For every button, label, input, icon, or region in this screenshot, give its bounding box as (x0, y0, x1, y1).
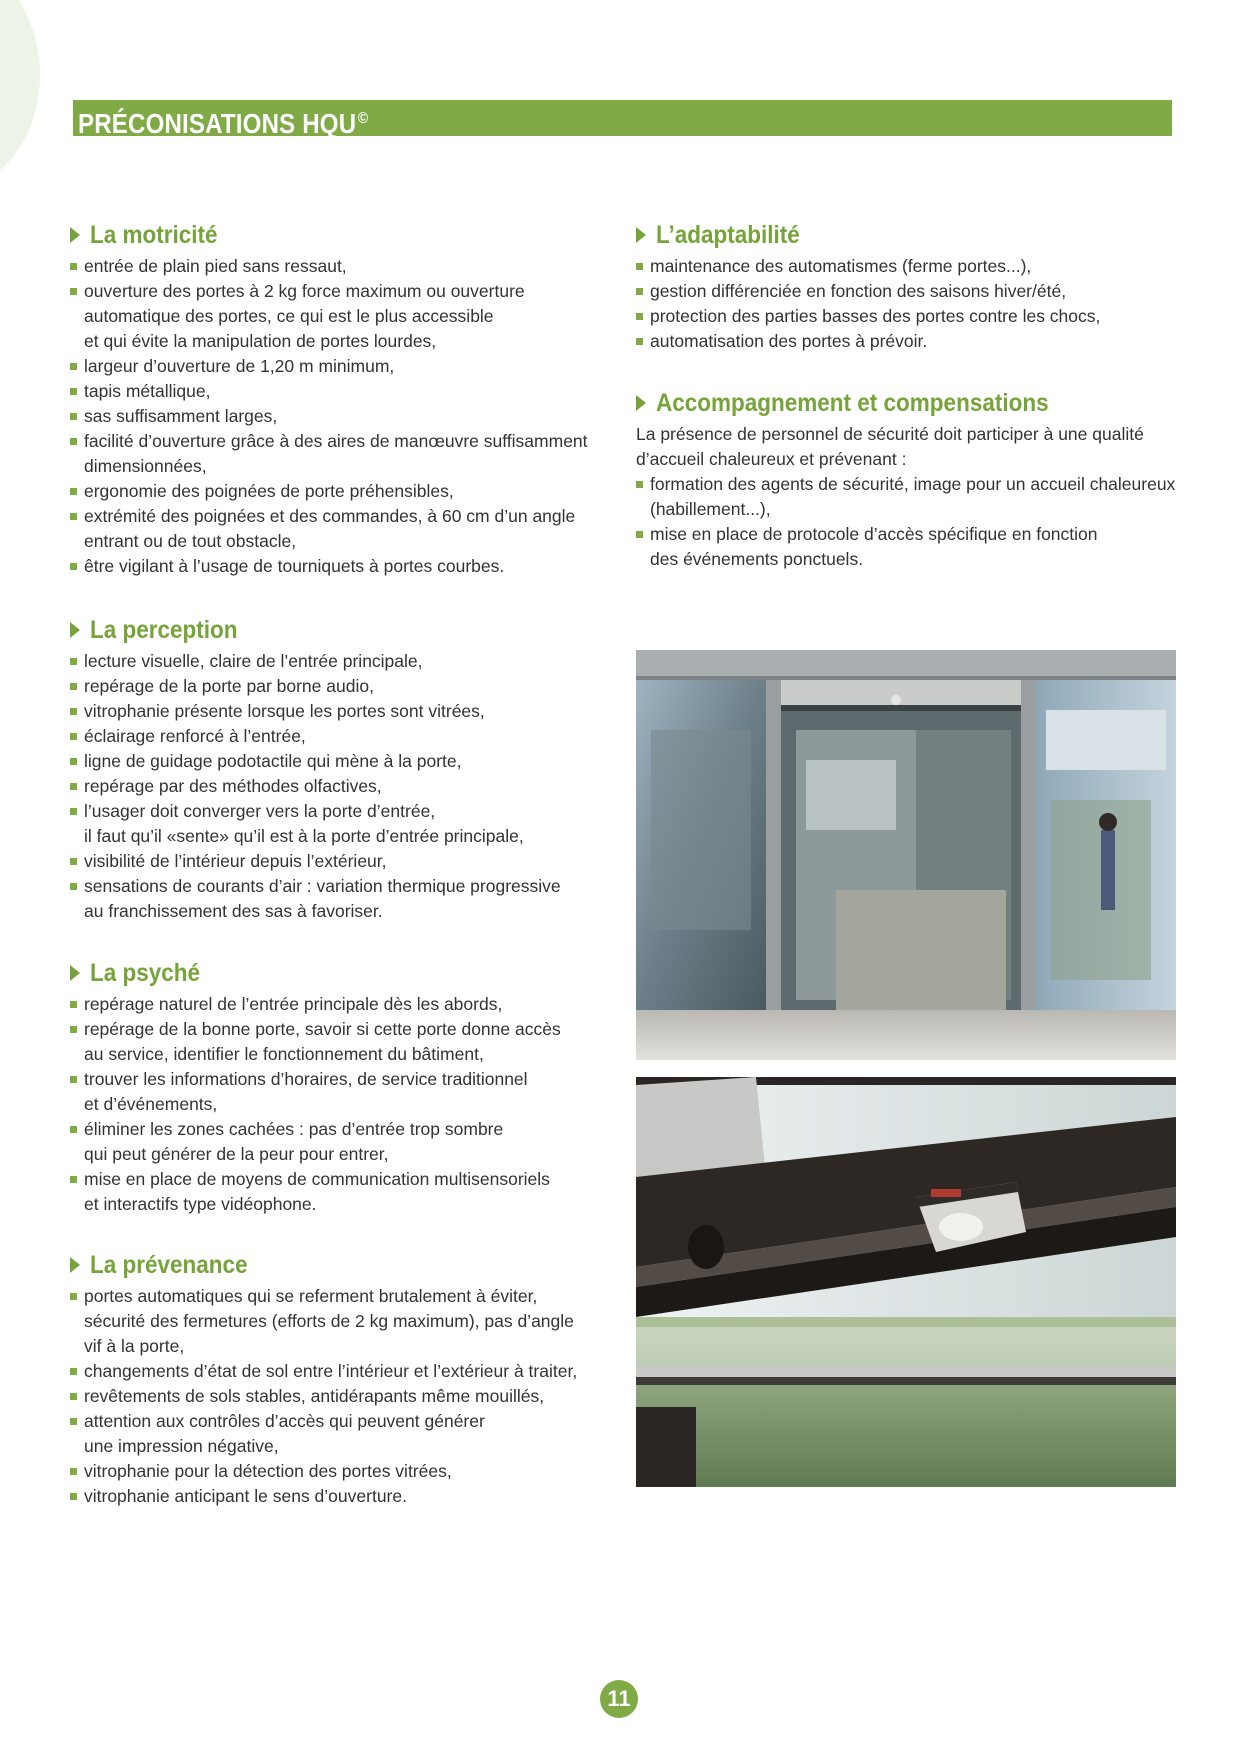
square-bullet-icon (70, 1001, 77, 1008)
list-item (70, 1017, 630, 1067)
list-item (70, 674, 630, 699)
list-item-text: sensations de courants d’air : variation thermique progressive au franchissement des sas à favoriser. (84, 876, 561, 921)
list-item (636, 304, 1176, 329)
triangle-bullet-icon (636, 395, 646, 411)
list-item (70, 1117, 630, 1167)
square-bullet-icon (70, 1468, 77, 1475)
list-item (70, 1409, 630, 1459)
list-item-text: entrée de plain pied sans ressaut, (84, 256, 347, 276)
list-item-text: automatisation des portes à prévoir. (650, 331, 928, 351)
list-item (636, 472, 1176, 522)
list-item-text: changements d’état de sol entre l’intérieur et l’extérieur à traiter, (84, 1361, 578, 1381)
section-prevenance (70, 1250, 630, 1509)
list-item-text: protection des parties basses des portes contre les chocs, (650, 306, 1101, 326)
square-bullet-icon (70, 683, 77, 690)
decorative-corner-arc (0, 0, 40, 190)
page-title: PRÉCONISATIONS HQU © (78, 108, 369, 139)
square-bullet-icon (70, 263, 77, 270)
left-column (70, 220, 630, 579)
list-item-text: trouver les informations d’horaires, de service traditionnel et d’événements, (84, 1069, 528, 1114)
list-item-text: portes automatiques qui se referment brutalement à éviter, sécurité des fermetures (efforts de 2 kg maximum), pas d’angle vif à la porte, (84, 1286, 574, 1356)
list-item-text: ligne de guidage podotactile qui mène à la porte, (84, 751, 462, 771)
list-item (70, 279, 630, 354)
triangle-bullet-icon (636, 227, 646, 243)
triangle-bullet-icon (70, 1257, 80, 1273)
square-bullet-icon (70, 1076, 77, 1083)
list-item (70, 1459, 630, 1484)
bullet-list (70, 254, 630, 579)
square-bullet-icon (70, 563, 77, 570)
bullet-list (636, 254, 1176, 354)
square-bullet-icon (636, 531, 643, 538)
square-bullet-icon (70, 808, 77, 815)
list-item (70, 649, 630, 674)
list-item (70, 699, 630, 724)
triangle-bullet-icon (70, 227, 80, 243)
square-bullet-icon (636, 263, 643, 270)
list-item-text: gestion différenciée en fonction des saisons hiver/été, (650, 281, 1067, 301)
list-item-text: formation des agents de sécurité, image pour un accueil chaleureux (habillement...), (650, 474, 1176, 519)
list-item (70, 379, 630, 404)
section-psyche (70, 958, 630, 1217)
list-item-text: ouverture des portes à 2 kg force maximum ou ouverture automatique des portes, ce qui est le plus accessible et qui évite la manipulation de portes lourdes, (84, 281, 525, 351)
list-item (70, 1384, 630, 1409)
page-number: 11 (600, 1680, 638, 1718)
square-bullet-icon (70, 388, 77, 395)
bullet-list (636, 472, 1176, 572)
list-item-text: ergonomie des poignées de porte préhensibles, (84, 481, 454, 501)
list-item (70, 1359, 630, 1384)
list-item-text: attention aux contrôles d’accès qui peuvent générer une impression négative, (84, 1411, 485, 1456)
door-sensor-closeup-image (636, 1077, 1176, 1487)
section-title: L’adaptabilité (636, 220, 1176, 250)
square-bullet-icon (70, 1393, 77, 1400)
list-item-text: lecture visuelle, claire de l’entrée principale, (84, 651, 423, 671)
section-title: La perception (70, 615, 630, 645)
square-bullet-icon (70, 708, 77, 715)
square-bullet-icon (70, 783, 77, 790)
list-item (70, 1167, 630, 1217)
list-item (636, 279, 1176, 304)
square-bullet-icon (70, 288, 77, 295)
list-item-text: vitrophanie présente lorsque les portes sont vitrées, (84, 701, 485, 721)
square-bullet-icon (70, 513, 77, 520)
left-column-psyche (70, 958, 630, 1217)
section-accompagnement (636, 388, 1176, 572)
list-item (70, 254, 630, 279)
list-item-text: maintenance des automatismes (ferme portes...), (650, 256, 1032, 276)
section-adaptabilite (636, 220, 1176, 354)
triangle-bullet-icon (70, 965, 80, 981)
bullet-list (70, 1284, 630, 1509)
list-item (70, 799, 630, 849)
list-item-text: largeur d’ouverture de 1,20 m minimum, (84, 356, 395, 376)
list-item-text: vitrophanie pour la détection des portes vitrées, (84, 1461, 452, 1481)
list-item-text: mise en place de moyens de communication multisensoriels et interactifs type vidéophone. (84, 1169, 550, 1214)
list-item-text: être vigilant à l’usage de tourniquets à portes courbes. (84, 556, 505, 576)
list-item-text: éclairage renforcé à l’entrée, (84, 726, 306, 746)
list-item-text: extrémité des poignées et des commandes, à 60 cm d’un angle entrant ou de tout obstacle, (84, 506, 576, 551)
list-item-text: repérage par des méthodes olfactives, (84, 776, 382, 796)
square-bullet-icon (70, 758, 77, 765)
square-bullet-icon (70, 733, 77, 740)
square-bullet-icon (70, 1493, 77, 1500)
list-item (70, 554, 630, 579)
list-item (70, 774, 630, 799)
triangle-bullet-icon (70, 622, 80, 638)
list-item (70, 404, 630, 429)
section-title: Accompagnement et compensations (636, 388, 1176, 418)
list-item-text: repérage de la bonne porte, savoir si cette porte donne accès au service, identifier le fonctionnement du bâtiment, (84, 1019, 561, 1064)
square-bullet-icon (70, 1026, 77, 1033)
bullet-list (70, 649, 630, 924)
list-item (70, 1284, 630, 1359)
list-item-text: éliminer les zones cachées : pas d’entrée trop sombre qui peut générer de la peur pour entrer, (84, 1119, 504, 1164)
square-bullet-icon (70, 363, 77, 370)
square-bullet-icon (70, 883, 77, 890)
list-item (636, 522, 1176, 572)
entrance-photo (636, 650, 1176, 1060)
list-item (636, 329, 1176, 354)
square-bullet-icon (70, 413, 77, 420)
list-item (70, 749, 630, 774)
section-title: La psyché (70, 958, 630, 988)
list-item (70, 429, 630, 479)
sensor-photo (636, 1077, 1176, 1487)
section-title: La motricité (70, 220, 630, 250)
list-item (70, 874, 630, 924)
list-item (70, 504, 630, 554)
square-bullet-icon (636, 338, 643, 345)
list-item-text: visibilité de l’intérieur depuis l’extérieur, (84, 851, 387, 871)
list-item (636, 254, 1176, 279)
square-bullet-icon (70, 488, 77, 495)
list-item-text: repérage naturel de l’entrée principale dès les abords, (84, 994, 503, 1014)
section-title: La prévenance (70, 1250, 630, 1280)
list-item (70, 992, 630, 1017)
list-item-text: repérage de la porte par borne audio, (84, 676, 374, 696)
list-item-text: revêtements de sols stables, antidérapants même mouillés, (84, 1386, 545, 1406)
square-bullet-icon (70, 658, 77, 665)
square-bullet-icon (636, 313, 643, 320)
list-item-text: tapis métallique, (84, 381, 211, 401)
list-item (70, 849, 630, 874)
square-bullet-icon (70, 1368, 77, 1375)
left-column-perception (70, 615, 630, 924)
automatic-sliding-door-image (636, 650, 1176, 1060)
square-bullet-icon (636, 481, 643, 488)
section-intro: La présence de personnel de sécurité doit participer à une qualité d’accueil chaleureux et prévenant : (636, 424, 1144, 469)
list-item-text: sas suffisamment larges, (84, 406, 278, 426)
square-bullet-icon (70, 438, 77, 445)
list-item-text: l’usager doit converger vers la porte d’entrée, il faut qu’il «sente» qu’il est à la porte d’entrée principale, (84, 801, 524, 846)
square-bullet-icon (70, 1126, 77, 1133)
list-item-text: facilité d’ouverture grâce à des aires de manœuvre suffisamment dimensionnées, (84, 431, 588, 476)
square-bullet-icon (70, 858, 77, 865)
section-perception (70, 615, 630, 924)
list-item (70, 724, 630, 749)
right-column-adaptabilite (636, 220, 1176, 354)
list-item (70, 354, 630, 379)
square-bullet-icon (70, 1418, 77, 1425)
list-item-text: mise en place de protocole d’accès spécifique en fonction des événements ponctuels. (650, 524, 1098, 569)
list-item-text: vitrophanie anticipant le sens d’ouverture. (84, 1486, 407, 1506)
square-bullet-icon (636, 288, 643, 295)
right-column-accompagnement (636, 388, 1176, 572)
list-item (70, 479, 630, 504)
bullet-list (70, 992, 630, 1217)
square-bullet-icon (70, 1293, 77, 1300)
list-item (70, 1484, 630, 1509)
section-motricite (70, 220, 630, 579)
list-item (70, 1067, 630, 1117)
left-column-prevenance (70, 1250, 630, 1509)
square-bullet-icon (70, 1176, 77, 1183)
